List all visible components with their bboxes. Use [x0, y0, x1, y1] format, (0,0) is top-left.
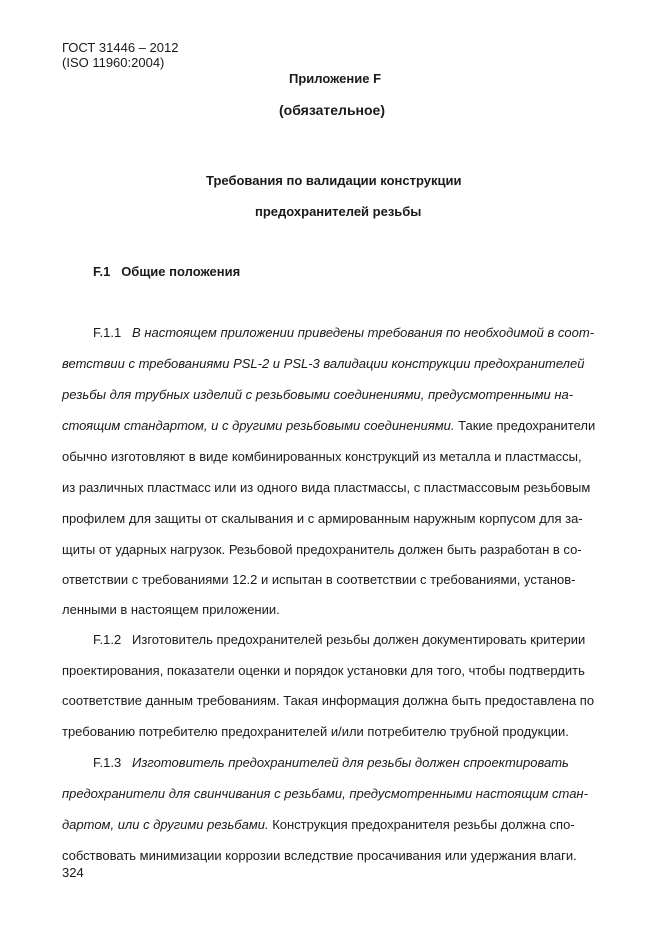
paragraph-f13-line: предохранители для свинчивания с резьбами, предусмотренными настоящим стан- — [62, 786, 588, 801]
paragraph-f11-line: ответствии с требованиями 12.2 и испытан в соответствии с требованиями, установ- — [62, 572, 576, 587]
paragraph-f11-line: резьбы для трубных изделий с резьбовыми соединениями, предусмотренными на- — [62, 387, 574, 402]
paragraph-f11-line: обычно изготовляют в виде комбинированных конструкций из металла и пластмассы, — [62, 449, 582, 464]
paragraph-f12-line: соответствие данным требованиям. Такая информация должна быть предоставлена по — [62, 693, 595, 708]
paragraph-f11-line: стоящим стандартом, и с другими резьбовыми соединениями. Такие предохранители — [62, 418, 596, 433]
paragraph-f12-line: проектирования, показатели оценки и порядок установки для того, чтобы подтвердить — [62, 663, 585, 678]
paragraph-number: F.1.3 — [93, 755, 122, 770]
heading-line-1: Требования по валидации конструкции — [206, 173, 462, 188]
paragraph-f11-line: щиты от ударных нагрузок. Резьбовой предохранитель должен быть разработан в со- — [62, 542, 582, 557]
section-title: Общие положения — [121, 264, 241, 279]
section-heading — [93, 264, 240, 279]
paragraph-f13-line: F.1.3 Изготовитель предохранителей для резьбы должен спроектировать — [93, 755, 569, 770]
heading-line-2: предохранителей резьбы — [255, 204, 422, 219]
paragraph-f11-line: профилем для защиты от скалывания и с армированным наружным корпусом для за- — [62, 511, 583, 526]
paragraph-f11-line: ленными в настоящем приложении. — [62, 602, 280, 617]
section-number: F.1 — [93, 264, 111, 279]
paragraph-f12-line: F.1.2 Изготовитель предохранителей резьбы должен документировать критерии — [93, 632, 586, 647]
paragraph-f11-line: из различных пластмасс или из одного вида пластмассы, с пластмассовым резьбовым — [62, 480, 591, 495]
paragraph-number: F.1.1 — [93, 325, 122, 340]
paragraph-f12-line: требованию потребителю предохранителей и/или потребителю трубной продукции. — [62, 724, 569, 739]
appendix-status: (обязательное) — [279, 102, 386, 118]
paragraph-number: F.1.2 — [93, 632, 122, 647]
iso-designation: (ISO 11960:2004) — [62, 55, 165, 70]
paragraph-f11-line: F.1.1 В настоящем приложении приведены требования по необходимой в соот- — [93, 325, 595, 340]
paragraph-f13-line: дартом, или с другими резьбами. Конструкция предохранителя резьбы должна спо- — [62, 817, 575, 832]
paragraph-f13-line: собствовать минимизации коррозии вследствие просачивания или удержания влаги. — [62, 848, 577, 863]
page-number: 324 — [62, 865, 84, 880]
appendix-title: Приложение F — [289, 71, 382, 86]
paragraph-f11-line: ветствии с требованиями PSL-2 и PSL-3 валидации конструкции предохранителей — [62, 356, 585, 371]
standard-designation: ГОСТ 31446 – 2012 — [62, 40, 179, 55]
